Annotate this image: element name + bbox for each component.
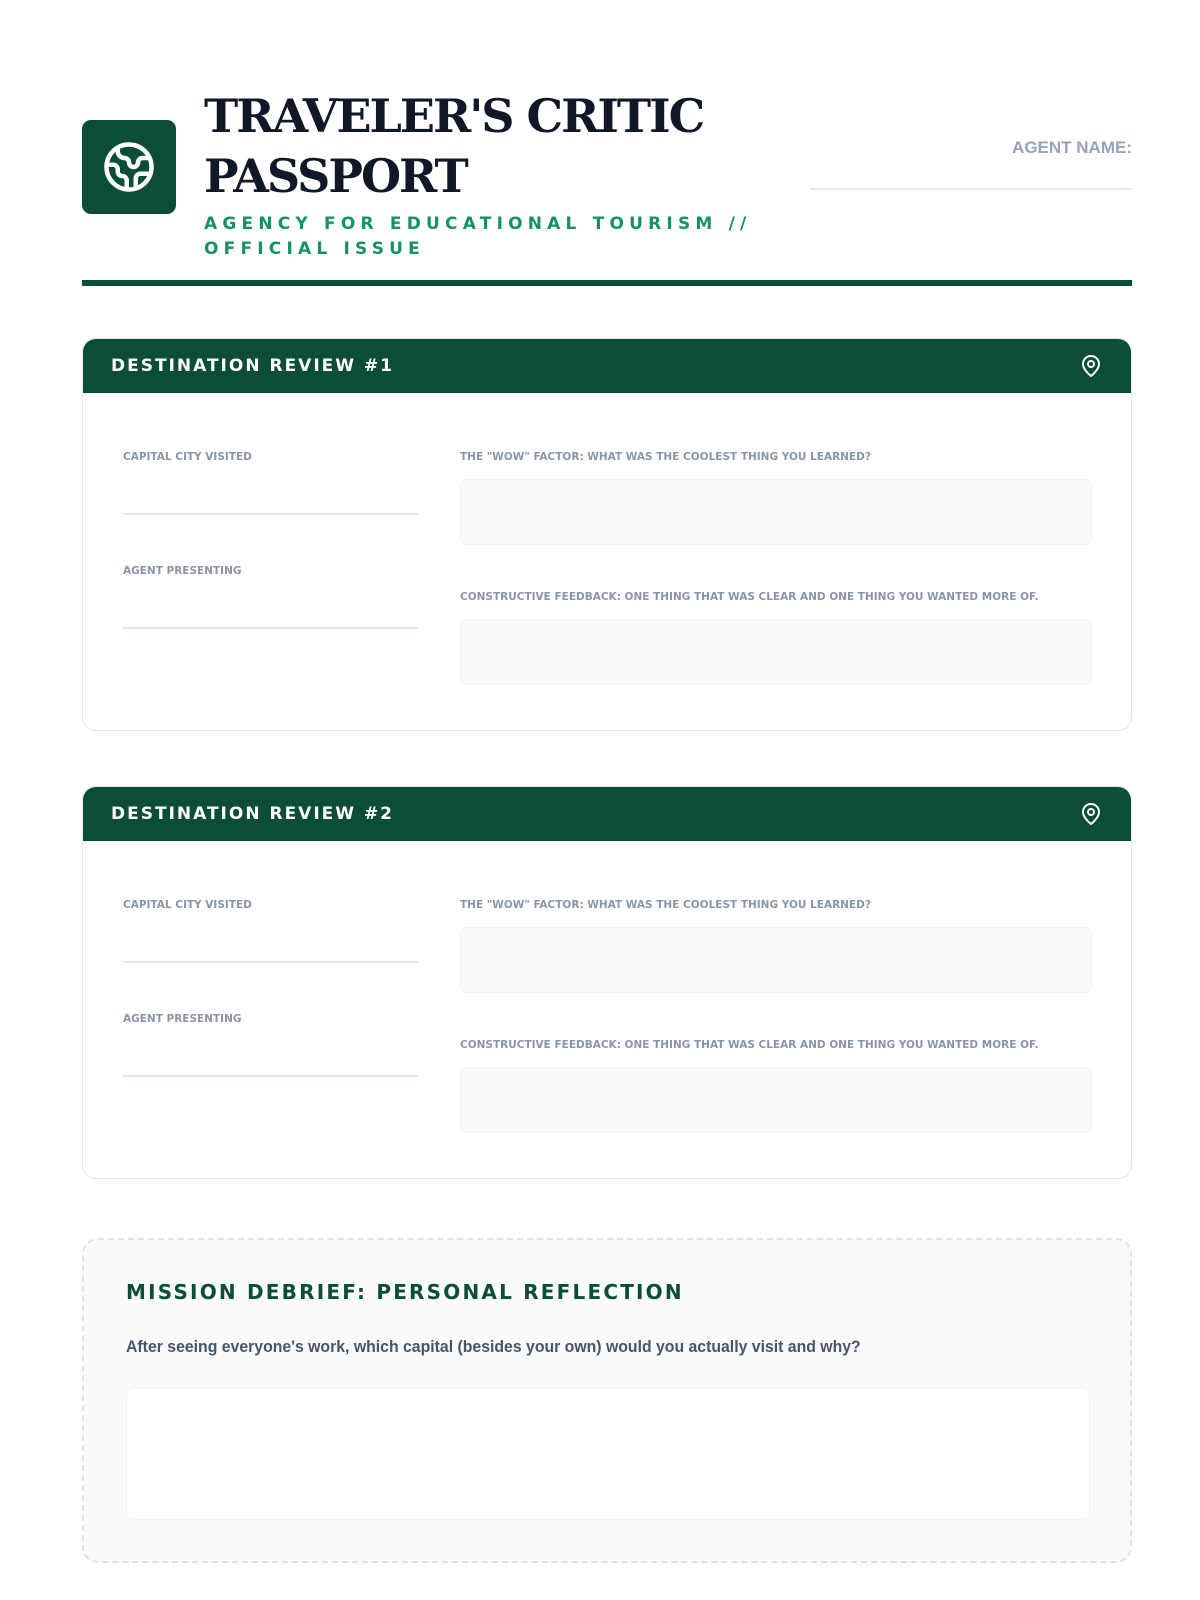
review-header [83, 787, 1131, 841]
title-line-2: PASSPORT [204, 149, 467, 203]
agent-name-field[interactable] [810, 138, 1132, 190]
subtitle-line-2: OFFICIAL ISSUE [204, 239, 425, 259]
title-line-1: TRAVELER'S CRITIC [204, 89, 704, 143]
agent-presenting-label: AGENT PRESENTING [123, 565, 242, 577]
agent-presenting-label: AGENT PRESENTING [123, 1013, 242, 1025]
reflection-input[interactable] [126, 1388, 1090, 1520]
page-title [204, 86, 824, 206]
capital-city-label: CAPITAL CITY VISITED [123, 899, 252, 911]
destination-review-card-2 [82, 786, 1132, 1179]
map-pin-icon [1079, 354, 1103, 378]
feedback-label: CONSTRUCTIVE FEEDBACK: ONE THING THAT WAS CLEAR AND ONE THING YOU WANTED MORE OF. [460, 1039, 1039, 1051]
destination-review-card-1 [82, 338, 1132, 731]
review-header [83, 339, 1131, 393]
title-block [204, 86, 824, 262]
agent-presenting-input[interactable] [123, 627, 418, 629]
agent-name-line[interactable] [810, 188, 1132, 190]
debrief-prompt: After seeing everyone's work, which capital (besides your own) would you actually visit and why? [126, 1337, 861, 1356]
wow-factor-label: THE "WOW" FACTOR: WHAT WAS THE COOLEST THING YOU LEARNED? [460, 899, 871, 911]
review-body [83, 393, 1131, 731]
mission-debrief-section [82, 1238, 1132, 1563]
debrief-title: MISSION DEBRIEF: PERSONAL REFLECTION [126, 1280, 684, 1304]
wow-factor-label: THE "WOW" FACTOR: WHAT WAS THE COOLEST THING YOU LEARNED? [460, 451, 871, 463]
feedback-input[interactable] [460, 619, 1092, 685]
wow-factor-input[interactable] [460, 927, 1092, 993]
header-divider [82, 280, 1132, 286]
feedback-label: CONSTRUCTIVE FEEDBACK: ONE THING THAT WAS CLEAR AND ONE THING YOU WANTED MORE OF. [460, 591, 1039, 603]
review-body [83, 841, 1131, 1179]
capital-city-label: CAPITAL CITY VISITED [123, 451, 252, 463]
page-subtitle [204, 212, 824, 262]
page-header [82, 86, 1132, 286]
agency-logo [82, 120, 176, 214]
agent-name-label: AGENT NAME: [1012, 138, 1132, 157]
capital-city-input[interactable] [123, 961, 418, 963]
map-pin-icon [1079, 802, 1103, 826]
feedback-input[interactable] [460, 1067, 1092, 1133]
globe-icon [102, 140, 156, 194]
agent-presenting-input[interactable] [123, 1075, 418, 1077]
wow-factor-input[interactable] [460, 479, 1092, 545]
capital-city-input[interactable] [123, 513, 418, 515]
review-title: DESTINATION REVIEW #2 [111, 804, 395, 824]
subtitle-line-1: AGENCY FOR EDUCATIONAL TOURISM // [204, 214, 752, 234]
review-title: DESTINATION REVIEW #1 [111, 356, 395, 376]
